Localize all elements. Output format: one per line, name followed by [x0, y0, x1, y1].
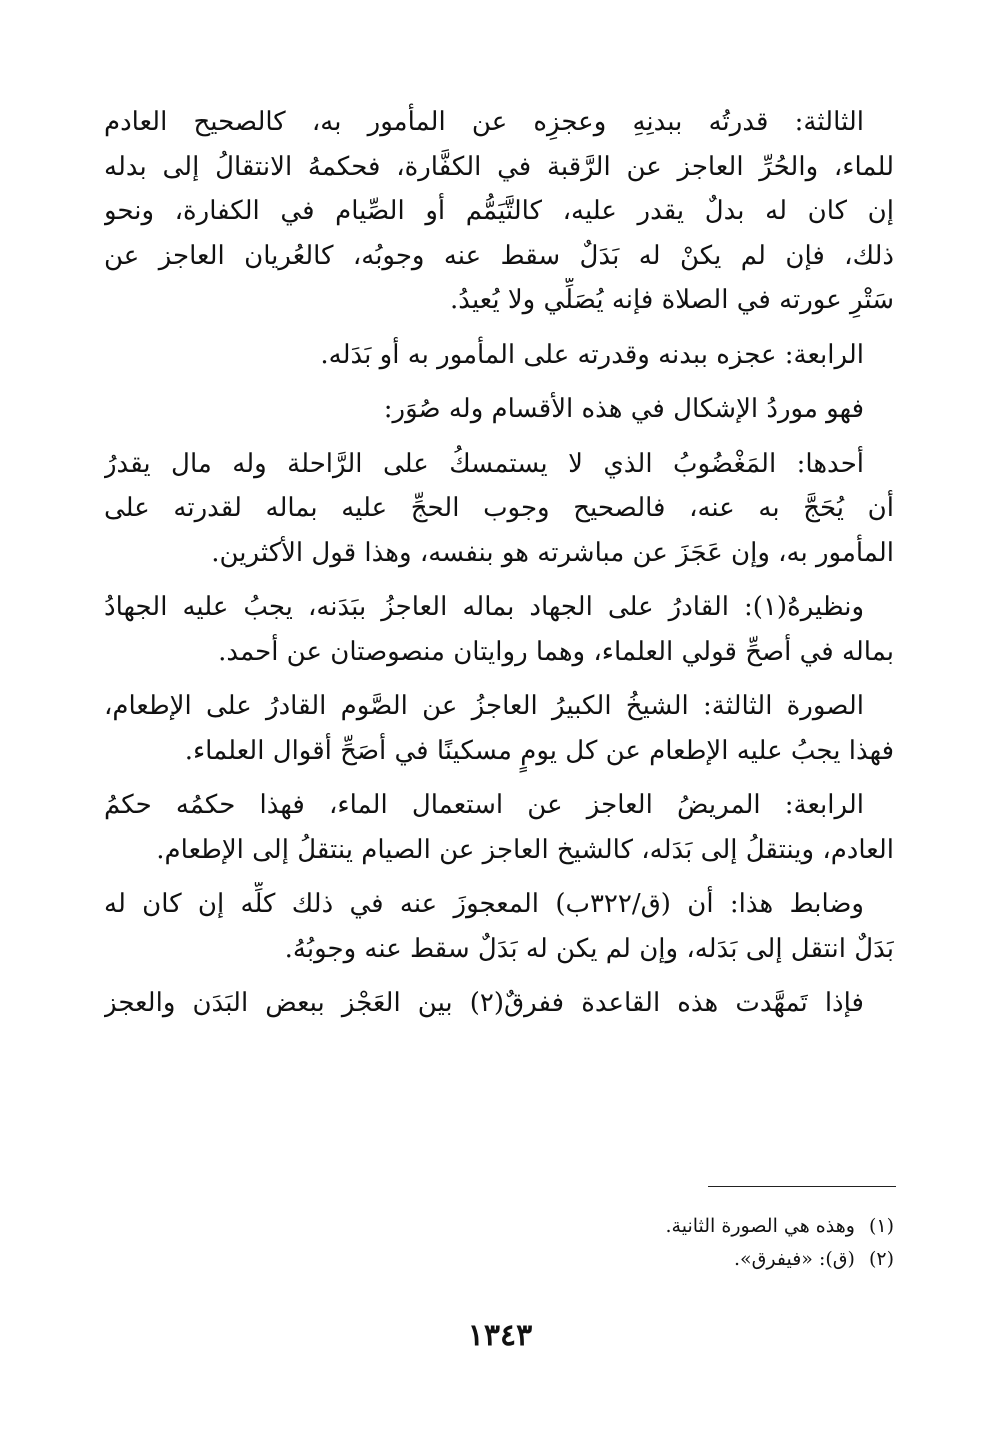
main-text	[104, 100, 894, 1036]
paragraph-5	[104, 585, 894, 674]
paragraph-6	[104, 684, 894, 773]
footnote-number: (١)	[868, 1215, 894, 1237]
page-number: ١٣٤٣	[467, 1318, 533, 1353]
text-line: للماء، والحُرِّ العاجز عن الرَّقبة في الكفَّارة، فحكمهُ الانتقالُ إلى بدله	[104, 151, 894, 182]
footnote-1	[104, 1210, 894, 1243]
text-line: بَدَلٌ انتقل إلى بَدَله، وإن لم يكن له بَدَلٌ سقط عنه وجوبُهُ.	[284, 933, 894, 964]
text-line: ونظيرهُ(١): القادرُ على الجهاد بماله العاجزُ ببَدَنه، يجبُ عليه الجهادُ	[104, 592, 864, 622]
paragraph-4	[104, 442, 894, 576]
text-line: الثالثة: قدرتُه ببدنِهِ وعجزِه عن المأمور به، كالصحيح العادم	[104, 107, 864, 137]
text-line: بماله في أصحِّ قولي العلماء، وهما روايتان منصوصتان عن أحمد.	[218, 636, 894, 667]
footnote-text: وهذه هي الصورة الثانية.	[665, 1215, 855, 1237]
text-line: فهو موردُ الإشكال في هذه الأقسام وله صُوَر:	[383, 394, 864, 424]
paragraph-8	[104, 882, 894, 971]
text-line: فإذا تَمهَّدت هذه القاعدة ففرقٌ(٢) بين العَجْز ببعض البَدَن والعجز	[104, 988, 864, 1018]
paragraph-3	[104, 387, 894, 432]
text-line: الصورة الثالثة: الشيخُ الكبيرُ العاجزُ عن الصَّوم القادرُ على الإطعام،	[104, 691, 864, 721]
paragraph-1	[104, 100, 894, 323]
text-line: أحدها: المَغْضُوبُ الذي لا يستمسكُ على الرَّاحلة وله مال يقدرُ	[104, 448, 864, 479]
text-line: المأمور به، وإن عَجَزَ عن مباشرته هو بنفسه، وهذا قول الأكثرين.	[211, 537, 894, 568]
text-line: الرابعة: المريضُ العاجز عن استعمال الماء، فهذا حكمُه حكمُ	[104, 790, 864, 820]
text-line: فهذا يجبُ عليه الإطعام عن كل يومٍ مسكينًا في أصَحِّ أقوال العلماء.	[184, 735, 894, 766]
footnote-number: (٢)	[868, 1248, 894, 1270]
text-line: العادم، وينتقلُ إلى بَدَله، كالشيخ العاجز عن الصيام ينتقلُ إلى الإطعام.	[156, 834, 894, 865]
footnote-divider	[708, 1186, 896, 1187]
text-line: ذلك، فإن لم يكنْ له بَدَلٌ سقط عنه وجوبُه، كالعُريان العاجز عن	[104, 240, 894, 271]
paragraph-9	[104, 981, 894, 1026]
footnote-text: (ق): «فيفرق».	[733, 1248, 855, 1270]
footnotes	[104, 1210, 894, 1276]
footnote-2	[104, 1243, 894, 1276]
text-line: سَتْرِ عورته في الصلاة فإنه يُصَلِّي ولا يُعيدُ.	[450, 285, 894, 315]
text-line: إن كان له بدلٌ يقدر عليه، كالتَّيَمُّم أو الصِّيام في الكفارة، ونحو	[104, 196, 894, 226]
text-line: أن يُحَجَّ به عنه، فالصحيح وجوب الحجِّ عليه بماله لقدرته على	[104, 493, 894, 523]
paragraph-7	[104, 783, 894, 872]
text-line: وضابط هذا: أن (ق/٣٢٢ب) المعجوزَ عنه في ذلك كلِّه إن كان له	[104, 889, 864, 919]
paragraph-2	[104, 333, 894, 378]
text-line: الرابعة: عجزه ببدنه وقدرته على المأمور به أو بَدَله.	[320, 339, 864, 370]
